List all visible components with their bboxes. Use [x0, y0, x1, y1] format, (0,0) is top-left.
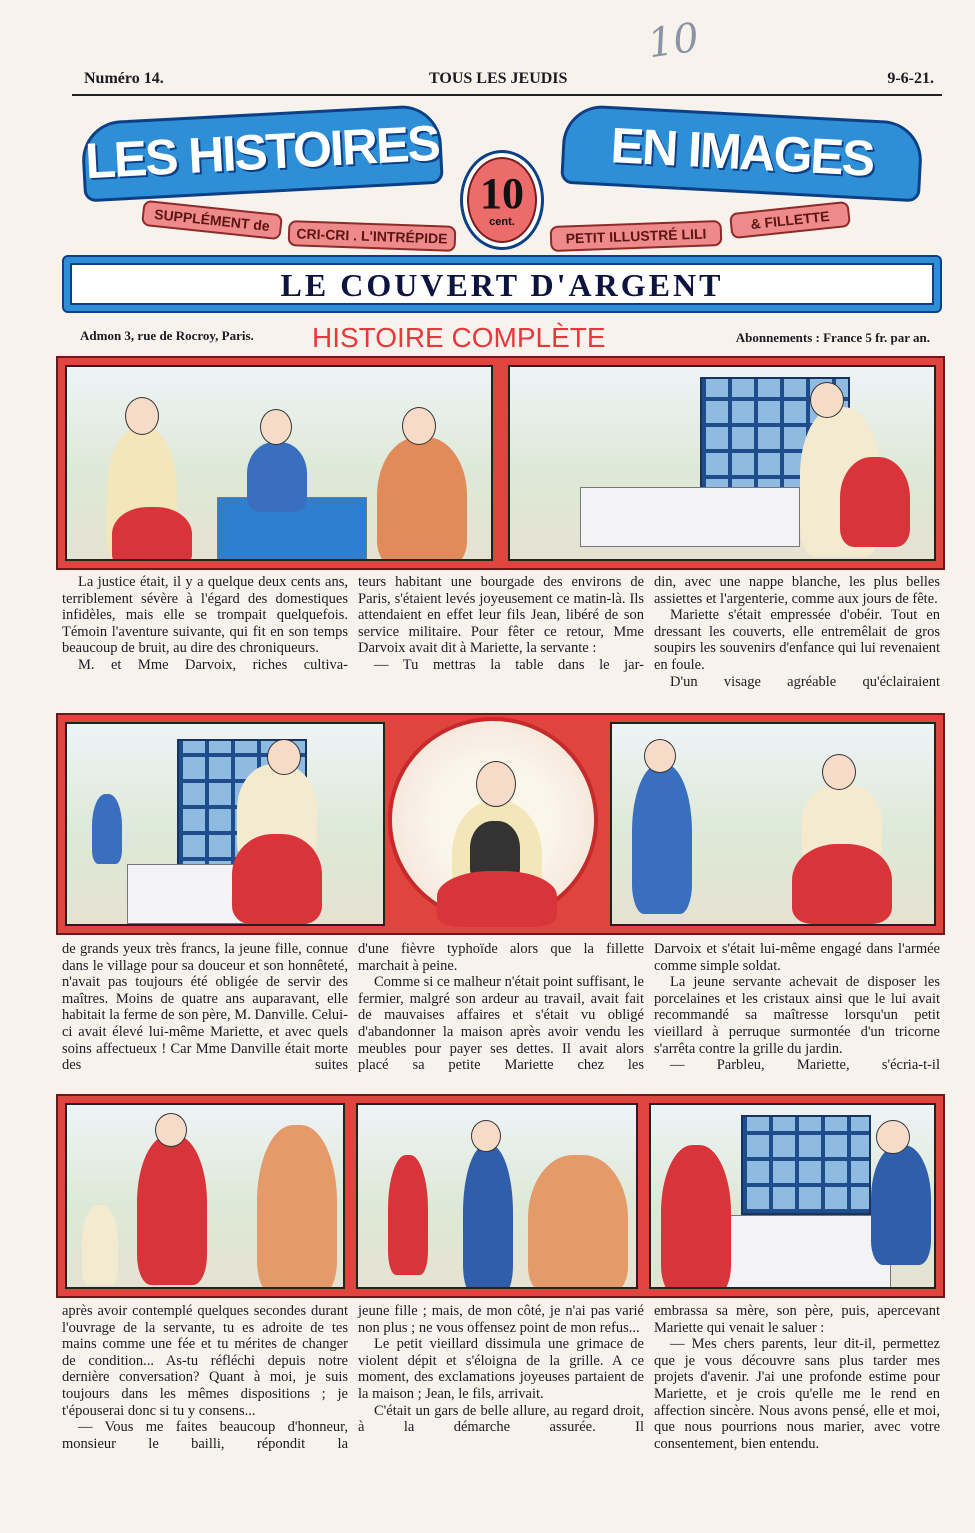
paragraph: La justice était, il y a quelque deux cents ans, terriblement sévère à l'égard des domestiques infidèles, mais elle se trompait quelquefois. Témoin l'aventure suivante, qui fit en son temps beaucoup de bruit, au dire des chroniqueurs.	[62, 574, 348, 657]
illustration-strip-3	[56, 1094, 945, 1298]
paragraph: — Tu mettras la table dans le jar-	[374, 656, 644, 673]
text-column	[654, 574, 940, 690]
supplement-label-1: SUPPLÉMENT de	[141, 200, 283, 240]
masthead-title-right: EN IMAGES	[560, 104, 924, 203]
text-column	[62, 574, 348, 674]
paragraph: après avoir contemplé quelques secondes durant l'ouvrage de la servante, tu es adroite de tes mains comme une fée et tu mérites de changer de condition... As-tu réfléchi depuis notre dernière conversation? Quant à moi, je suis toujours dans les mêmes dispositions ; je t'épouserai donc si tu y consens...	[62, 1303, 348, 1419]
text-column	[358, 941, 644, 1074]
illustration-medallion	[388, 717, 598, 923]
issue-header	[84, 70, 934, 94]
illustration-panel	[508, 365, 936, 561]
masthead-logo	[62, 105, 940, 255]
frequency: TOUS LES JEUDIS	[429, 70, 568, 87]
story-title-box	[62, 255, 942, 313]
address: Admon 3, rue de Rocroy, Paris.	[80, 328, 254, 343]
text-column	[654, 1303, 940, 1452]
handwritten-page-number: 10	[645, 14, 702, 68]
supplement-label-4: & FILLETTE	[729, 201, 851, 239]
illustration-panel	[356, 1103, 638, 1289]
illustration-panel	[649, 1103, 936, 1289]
paragraph: jeune fille ; mais, de mon côté, je n'ai pas varié non plus ; ne vous offensez point de mon refus...	[358, 1303, 644, 1336]
illustration-panel	[65, 722, 385, 926]
masthead-title-left: LES HISTOIRES	[80, 104, 444, 203]
illustration-panel	[65, 365, 493, 561]
header-rule	[72, 94, 942, 96]
paragraph: teurs habitant une bourgade des environs de Paris, s'étaient levés joyeusement ce matin-là. Ils attendaient en effet leur fils Jean, libéré de son service militaire. Pour fêter ce retour, Mme Darvoix avait dit à Mariette, la servante :	[358, 574, 644, 657]
illustration-strip-1	[56, 356, 945, 570]
paragraph: D'un visage agréable qu'éclairaient	[670, 673, 940, 690]
issue-number: Numéro 14.	[84, 70, 164, 87]
text-column	[358, 1303, 644, 1436]
price-medallion	[460, 150, 544, 250]
supplement-label-2: CRI-CRI . L'INTRÉPIDE	[288, 220, 457, 252]
text-column	[358, 574, 644, 674]
paragraph: din, avec une nappe blanche, les plus belles assiettes et l'argenterie, comme aux jours de fête.	[654, 574, 940, 607]
price-unit: cent.	[489, 216, 515, 228]
paragraph: d'une fièvre typhoïde alors que la fillette marchait à peine.	[358, 941, 644, 974]
paragraph: La jeune servante achevait de disposer les porcelaines et les cristaux ainsi que le lui avait recommandé sa maîtresse lorsqu'un petit vieillard à perruque surmontée d'un tricorne s'arrêta contre la grille du jardin.	[654, 974, 940, 1057]
info-line	[80, 320, 930, 354]
illustration-panel	[610, 722, 936, 926]
paragraph: — Parbleu, Mariette, s'écria-t-il	[670, 1057, 940, 1074]
text-column	[62, 941, 348, 1074]
illustration-strip-2	[56, 713, 945, 935]
issue-date: 9-6-21.	[887, 70, 934, 87]
paragraph: de grands yeux très francs, la jeune fille, connue dans le village pour sa douceur et son honnêteté, n'avait pas toujours été obligée de servir des maîtres. Moins de quatre ans auparavant, elle habitait la ferme de son père, M. Danville. Celui-ci avait élevé lui-même Mariette, et avec quels soins affectueux ! Car Mme Danville était morte des suites	[62, 941, 348, 1074]
paragraph: Le petit vieillard dissimula une grimace de violent dépit et s'éloigna de la grille. A ce moment, des exclamations joyeuses partaient de la maison ; Jean, le fils, arrivait.	[358, 1336, 644, 1402]
text-column	[62, 1303, 348, 1452]
paragraph: C'était un gars de belle allure, au regard droit, à la démarche assurée. Il	[358, 1402, 644, 1436]
supplement-label-3: PETIT ILLUSTRÉ LILI	[550, 220, 723, 252]
paragraph: embrassa sa mère, son père, puis, apercevant Mariette qui venait le saluer :	[654, 1303, 940, 1336]
paragraph: M. et Mme Darvoix, riches cultiva-	[78, 656, 348, 673]
subtitle: HISTOIRE COMPLÈTE	[312, 322, 606, 353]
price-value: 10	[480, 169, 524, 218]
paragraph: — Mes chers parents, leur dit-il, permettez que je vous découvre sans plus tarder mes projets d'avenir. J'ai une profonde estime pour Mariette, et je crois qu'elle me le rend en affection sincère. Nous avons pensé, elle et moi, que nous pourrions nous marier, avec votre consentement, bien entendu.	[654, 1336, 940, 1452]
text-column	[654, 941, 940, 1074]
paragraph: Darvoix et s'était lui-même engagé dans l'armée comme simple soldat.	[654, 941, 940, 974]
story-title: LE COUVERT D'ARGENT	[70, 263, 934, 305]
paragraph: Comme si ce malheur n'était point suffisant, le fermier, malgré son ardeur au travail, avait fait de mauvaises affaires et s'était vu obligé d'abandonner la maison après avoir vendu les meubles pour payer ses dettes. Il avait alors placé sa petite Mariette chez les	[358, 974, 644, 1074]
paragraph: Mariette s'était empressée d'obéir. Tout en dressant les couverts, elle entremêlait de gros soupirs les souvenirs d'enfance qui lui revenaient en foule.	[654, 607, 940, 673]
paragraph: — Vous me faites beaucoup d'honneur, monsieur le bailli, répondit la	[62, 1419, 348, 1452]
illustration-panel	[65, 1103, 345, 1289]
subscription: Abonnements : France 5 fr. par an.	[735, 330, 930, 345]
